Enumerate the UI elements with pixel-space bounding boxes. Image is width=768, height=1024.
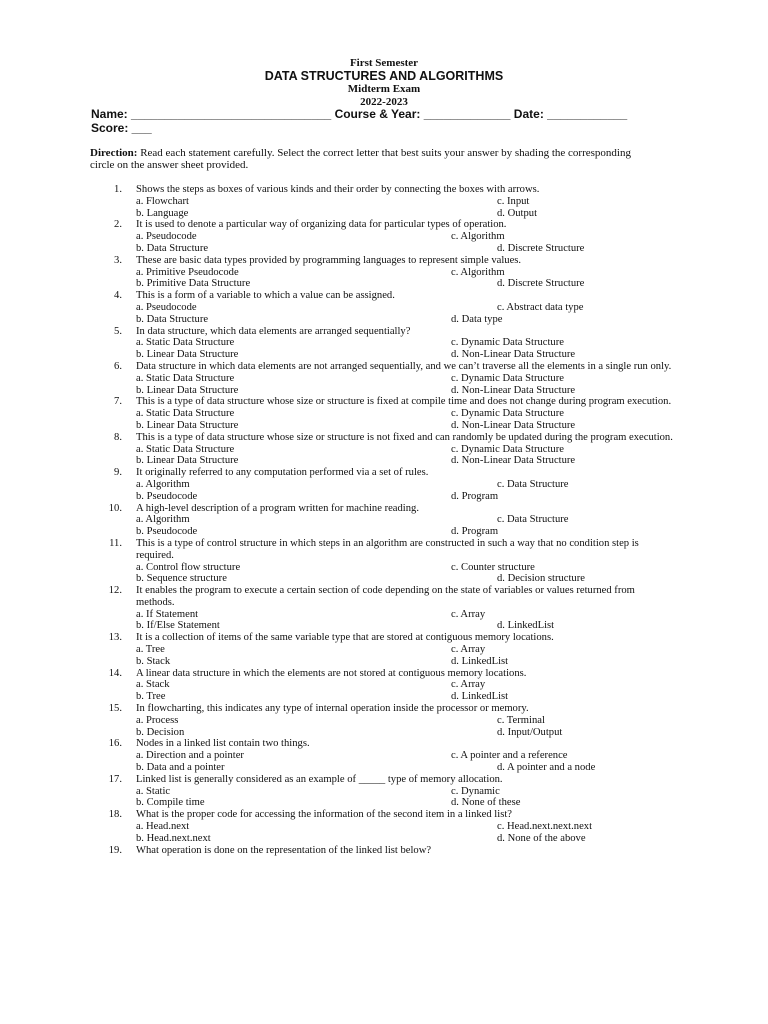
exam-label: Midterm Exam xyxy=(347,83,421,95)
choice-c: c. Head.next.next.next xyxy=(497,821,593,833)
choice-a: a. Direction and a pointer xyxy=(136,750,244,762)
question-item xyxy=(0,326,768,361)
question-text: This is a type of control structure in which steps in an algorithm are constructed in such a way that no condition step is required. xyxy=(136,537,639,561)
question-text: This is a form of a variable to which a value can be assigned. xyxy=(136,290,395,302)
direction-paragraph xyxy=(90,147,650,171)
question-item xyxy=(0,396,768,431)
choice-b: b. Data Structure xyxy=(136,242,209,254)
choice-d: d. Discrete Structure xyxy=(497,278,585,290)
question-item xyxy=(0,290,768,325)
question-number: 15. xyxy=(108,703,122,715)
choice-c: c. Dynamic Data Structure xyxy=(451,408,564,420)
question-text: A high-level description of a program written for machine reading. xyxy=(136,502,419,514)
choice-d: d. Non-Linear Data Structure xyxy=(451,349,576,361)
answer-choices xyxy=(136,302,768,326)
choice-b: b. Linear Data Structure xyxy=(136,349,239,361)
question-item xyxy=(0,703,768,738)
choice-a: a. Pseudocode xyxy=(136,231,197,243)
name-course-date-line: Name: ______________________________ Course & Year: _____________ Date: ____________ xyxy=(91,107,628,121)
choice-d: d. Data type xyxy=(451,313,503,325)
choice-b: b. Linear Data Structure xyxy=(136,384,239,396)
question-item xyxy=(0,219,768,254)
question-item xyxy=(0,432,768,467)
choice-b: b. Linear Data Structure xyxy=(136,419,239,431)
question-list xyxy=(0,184,768,856)
answer-choices xyxy=(136,514,768,538)
question-item xyxy=(0,467,768,502)
question-item xyxy=(0,538,768,585)
question-text: In data structure, which data elements are arranged sequentially? xyxy=(136,325,411,337)
choice-c: c. Algorithm xyxy=(451,266,505,278)
choice-b: b. Primitive Data Structure xyxy=(136,278,251,290)
question-item xyxy=(0,668,768,703)
question-text: Data structure in which data elements are not arranged sequentially, and we can’t traverse all the elements in a single run only. xyxy=(136,360,672,372)
choice-c: c. Dynamic Data Structure xyxy=(451,372,564,384)
question-number: 4. xyxy=(114,290,122,302)
question-number: 16. xyxy=(108,738,122,750)
question-text: Shows the steps as boxes of various kinds and their order by connecting the boxes with arrows. xyxy=(136,184,540,195)
choice-b: b. Pseudocode xyxy=(136,490,198,502)
choice-c: c. Algorithm xyxy=(451,231,505,243)
choice-a: a. Stack xyxy=(136,679,170,691)
semester-label: First Semester xyxy=(349,57,419,69)
choice-b: b. Pseudocode xyxy=(136,526,198,538)
answer-choices xyxy=(136,196,768,220)
choice-b: b. Data and a pointer xyxy=(136,762,225,774)
choice-d: d. LinkedList xyxy=(451,691,509,703)
question-number: 9. xyxy=(114,467,122,479)
question-text: Nodes in a linked list contain two things. xyxy=(136,738,310,750)
question-number: 14. xyxy=(108,667,122,679)
choice-c: c. Input xyxy=(497,195,530,207)
question-item xyxy=(0,632,768,667)
question-number: 17. xyxy=(108,773,122,785)
answer-choices xyxy=(136,444,768,468)
question-text: In flowcharting, this indicates any type of internal operation inside the processor or memory. xyxy=(136,703,529,715)
answer-choices xyxy=(136,786,768,810)
answer-choices xyxy=(136,644,768,668)
direction-label: Direction: xyxy=(90,147,138,159)
choice-d: d. Decision structure xyxy=(497,573,585,585)
choice-a: a. Control flow structure xyxy=(136,561,241,573)
question-text: It originally referred to any computation performed via a set of rules. xyxy=(136,467,429,479)
school-year: 2022-2023 xyxy=(360,96,408,108)
answer-choices xyxy=(136,231,768,255)
choice-c: c. A pointer and a reference xyxy=(451,750,568,762)
choice-d: d. Non-Linear Data Structure xyxy=(451,455,576,467)
choice-d: d. A pointer and a node xyxy=(497,762,596,774)
question-number: 11. xyxy=(109,537,122,549)
choice-a: a. Process xyxy=(136,714,179,726)
answer-choices xyxy=(136,373,768,397)
question-number: 10. xyxy=(108,502,122,514)
question-text: It is a collection of items of the same variable type that are stored at contiguous memory locations. xyxy=(136,632,554,644)
question-text: This is a type of data structure whose size or structure is fixed at compile time and does not change during program execution. xyxy=(136,396,672,408)
answer-choices xyxy=(136,609,768,633)
choice-a: a. Pseudocode xyxy=(136,301,197,313)
choice-c: c. Dynamic Data Structure xyxy=(451,443,564,455)
choice-b: b. Tree xyxy=(136,691,166,703)
choice-b: b. Linear Data Structure xyxy=(136,455,239,467)
choice-c: c. Dynamic Data Structure xyxy=(451,337,564,349)
choice-a: a. If Statement xyxy=(136,608,199,620)
question-text: What is the proper code for accessing the information of the second item in a linked list? xyxy=(136,809,512,821)
question-number: 8. xyxy=(114,431,122,443)
choice-a: a. Primitive Pseudocode xyxy=(136,266,239,278)
question-item xyxy=(0,503,768,538)
question-item xyxy=(0,738,768,773)
choice-a: a. Algorithm xyxy=(136,478,190,490)
choice-d: d. LinkedList xyxy=(497,620,555,632)
question-number: 1. xyxy=(114,184,122,195)
choice-b: b. Sequence structure xyxy=(136,573,227,585)
choice-d: d. Output xyxy=(497,207,538,219)
question-item xyxy=(0,845,768,857)
choice-a: a. Algorithm xyxy=(136,514,190,526)
question-text: It is used to denote a particular way of organizing data for particular types of operation. xyxy=(136,219,507,231)
question-item xyxy=(0,361,768,396)
choice-b: b. Stack xyxy=(136,655,171,667)
choice-a: a. Static Data Structure xyxy=(136,443,235,455)
question-text: It enables the program to execute a certain section of code depending on the state of variables or values returned from methods. xyxy=(136,585,635,608)
answer-choices xyxy=(136,337,768,361)
choice-b: b. Head.next.next xyxy=(136,832,211,844)
choice-b: b. Decision xyxy=(136,726,185,738)
choice-c: c. Dynamic xyxy=(451,785,500,797)
question-text: What operation is done on the representation of the linked list below? xyxy=(136,844,432,856)
choice-c: c. Array xyxy=(451,608,486,620)
question-number: 19. xyxy=(108,844,122,856)
choice-c: c. Terminal xyxy=(497,714,545,726)
choice-d: d. Program xyxy=(451,526,499,538)
question-number: 13. xyxy=(108,632,122,644)
choice-d: d. Non-Linear Data Structure xyxy=(451,419,576,431)
question-number: 5. xyxy=(114,325,122,337)
choice-c: c. Abstract data type xyxy=(497,301,584,313)
question-text: These are basic data types provided by programming languages to represent simple values. xyxy=(136,254,522,266)
question-number: 18. xyxy=(108,809,122,821)
question-text: Linked list is generally considered as an example of _____ type of memory allocation. xyxy=(136,773,503,785)
choice-a: a. Flowchart xyxy=(136,195,189,207)
question-number: 6. xyxy=(114,360,122,372)
answer-choices xyxy=(136,408,768,432)
answer-choices xyxy=(136,679,768,703)
choice-d: d. Program xyxy=(451,490,499,502)
question-text: This is a type of data structure whose size or structure is not fixed and can randomly be updated during the program execution. xyxy=(136,431,673,443)
answer-choices xyxy=(136,821,768,845)
choice-a: a. Static xyxy=(136,785,171,797)
choice-c: c. Data Structure xyxy=(497,478,569,490)
choice-d: d. Input/Output xyxy=(497,726,563,738)
answer-choices xyxy=(136,562,768,586)
answer-choices xyxy=(136,750,768,774)
choice-c: c. Array xyxy=(451,679,486,691)
direction-text: Read each statement carefully. Select the correct letter that best suits your answer by shading the corresponding circle on the answer sheet provided. xyxy=(90,147,631,171)
choice-a: a. Static Data Structure xyxy=(136,337,235,349)
question-item xyxy=(0,774,768,809)
choice-d: d. LinkedList xyxy=(451,655,509,667)
choice-b: b. Compile time xyxy=(136,797,205,809)
question-number: 3. xyxy=(114,254,122,266)
answer-choices xyxy=(136,267,768,291)
choice-b: b. Language xyxy=(136,207,189,219)
choice-a: a. Static Data Structure xyxy=(136,408,235,420)
question-text: A linear data structure in which the elements are not stored at contiguous memory locations. xyxy=(136,667,527,679)
question-number: 2. xyxy=(114,219,122,231)
choice-c: c. Counter structure xyxy=(451,561,535,573)
choice-a: a. Static Data Structure xyxy=(136,372,235,384)
choice-c: c. Array xyxy=(451,644,486,656)
choice-b: b. If/Else Statement xyxy=(136,620,220,632)
question-item xyxy=(0,184,768,219)
choice-d: d. None of these xyxy=(451,797,521,809)
choice-b: b. Data Structure xyxy=(136,313,209,325)
score-line: Score: ___ xyxy=(91,121,152,135)
course-title: DATA STRUCTURES AND ALGORITHMS xyxy=(264,69,504,83)
choice-d: d. Non-Linear Data Structure xyxy=(451,384,576,396)
question-item xyxy=(0,255,768,290)
question-item xyxy=(0,585,768,632)
choice-d: d. Discrete Structure xyxy=(497,242,585,254)
choice-d: d. None of the above xyxy=(497,832,586,844)
answer-choices xyxy=(136,479,768,503)
question-item xyxy=(0,809,768,844)
answer-choices xyxy=(136,715,768,739)
question-number: 12. xyxy=(108,585,122,597)
choice-a: a. Head.next xyxy=(136,821,190,833)
choice-a: a. Tree xyxy=(136,644,165,656)
question-number: 7. xyxy=(114,396,122,408)
choice-c: c. Data Structure xyxy=(497,514,569,526)
